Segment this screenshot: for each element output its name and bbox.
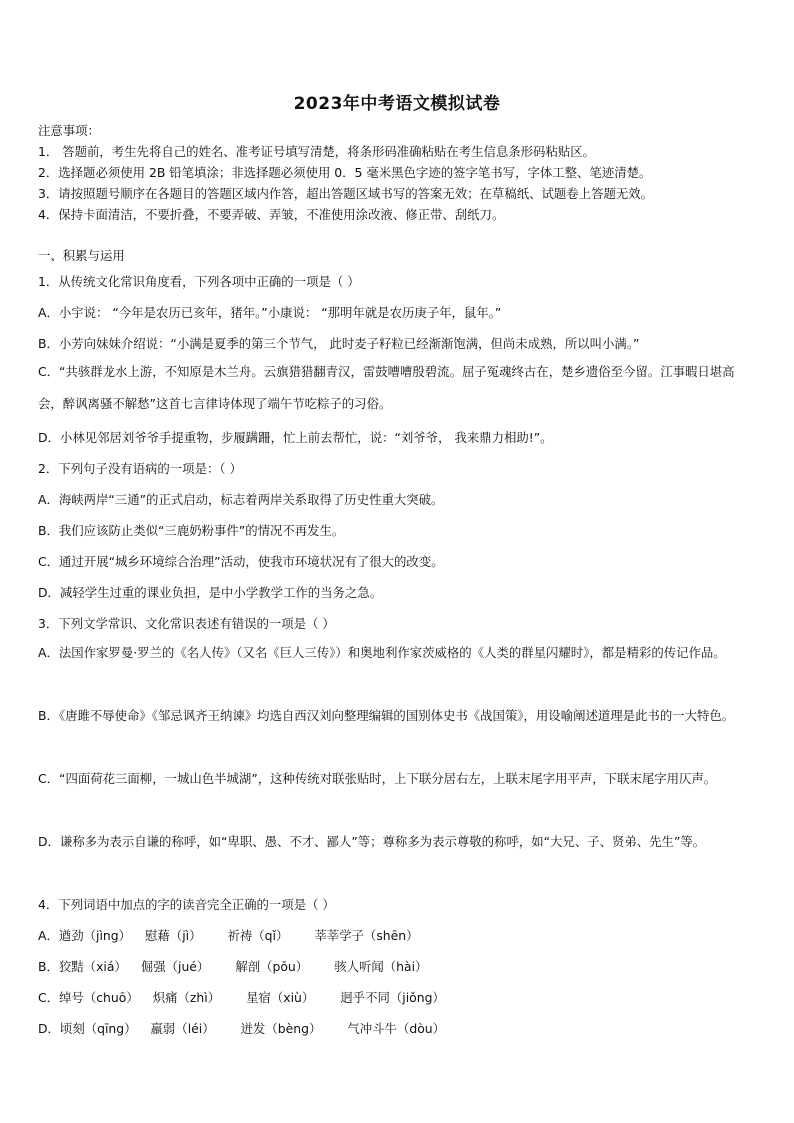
q4-option-b <box>38 959 453 975</box>
page-title: 2023年中考语文模拟试卷 <box>293 94 501 114</box>
q2-option-c: C．通过开展“城乡环境综合治理”活动，使我市环境状况有了很大的改变。 <box>38 554 444 569</box>
q2-stem: 2．下列句子没有语病的一项是：（ ） <box>38 461 242 476</box>
q1-stem: 1．从传统文化常识角度看，下列各项中正确的一项是（ ） <box>38 274 360 289</box>
q4-d-word-1: D．顷刻（qīng） <box>38 1021 137 1036</box>
q4-option-c <box>38 990 471 1006</box>
q2-option-a: A．海峡两岸“三通”的正式启动，标志着两岸关系取得了历史性重大突破。 <box>38 492 444 507</box>
q4-c-word-4: 迥乎不同（jiǒng） <box>340 990 445 1005</box>
q1-option-c: C．“共骇群龙水上游，不知原是木兰舟。云旗猎猎翻青汉，雷鼓嘈嘈殷碧流。屈子冤魂终古在，楚乡遗俗至今留。江事暇日堪高会，醉讽离骚不解愁”这首七言律诗体现了端午节吃粽子的习俗。 <box>38 364 735 411</box>
q4-d-word-3: 迸发（bèng） <box>240 1021 322 1036</box>
notice-item-1: 1． 答题前，考生先将自己的姓名、准考证号填写清楚，将条形码准确粘贴在考生信息条形码粘贴区。 <box>38 144 596 159</box>
q1-option-a: A．小宇说： “今年是农历已亥年，猪年。”小康说： “那明年就是农历庚子年，鼠年。” <box>38 305 502 320</box>
q3-option-d: D．谦称多为表示自谦的称呼，如“卑职、愚、不才、鄙人”等；尊称多为表示尊敬的称呼，如“大兄、子、贤弟、先生”等。 <box>38 834 706 849</box>
q4-b-word-2: 倔强（jué） <box>140 959 210 974</box>
q4-b-word-3: 解剖（pōu） <box>235 959 309 974</box>
q1-option-d: D．小林见邻居刘爷爷手提重物，步履蹒跚，忙上前去帮忙，说：“刘爷爷， 我来鼎力相助!”。 <box>38 430 553 445</box>
notice-item-3: 3．请按照题号顺序在各题目的答题区域内作答，超出答题区域书写的答案无效；在草稿纸、试题卷上答题无效。 <box>38 186 654 201</box>
q3-option-c: C．“四面荷花三面柳，一城山色半城湖”，这种传统对联张贴时，上下联分居右左，上联末尾字用平声，下联末尾字用仄声。 <box>38 771 717 786</box>
q4-a-word-2: 慰藉（jì） <box>145 928 202 943</box>
q4-a-word-3: 祈祷（qǐ） <box>227 928 289 943</box>
notice-item-4: 4．保持卡面清洁，不要折叠，不要弄破、弄皱，不准使用涂改液、修正带、刮纸刀。 <box>38 207 505 222</box>
q4-d-word-4: 气冲斗牛（dòu） <box>347 1021 446 1036</box>
section-heading: 一、积累与运用 <box>38 248 125 263</box>
q4-stem: 4．下列词语中加点的字的读音完全正确的一项是（ ） <box>38 897 335 912</box>
q4-b-word-1: B．狡黠（xiá） <box>38 959 127 974</box>
q4-c-word-2: 炽痛（zhì） <box>152 990 221 1005</box>
q4-b-word-4: 骇人听闻（hài） <box>334 959 428 974</box>
q4-c-word-3: 星宿（xiù） <box>246 990 315 1005</box>
q3-stem: 3．下列文学常识、文化常识表述有错误的一项是（ ） <box>38 616 335 631</box>
q1-option-b: B．小芳向妹妹介绍说：“小满是夏季的第三个节气， 此时麦子籽粒已经渐渐饱满，但尚未成熟，所以叫小满。” <box>38 336 640 351</box>
q2-option-b: B．我们应该防止类似“三鹿奶粉事件”的情况不再发生。 <box>38 523 345 538</box>
q4-a-word-4: 莘莘学子（shēn） <box>314 928 419 943</box>
q4-c-word-1: C．绰号（chuō） <box>38 990 139 1005</box>
q3-option-b: B．《唐雎不辱使命》《邹忌讽齐王纳谏》均选自西汉刘向整理编辑的国别体史书《战国策》，用设喻阐述道理是此书的一大特色。 <box>38 708 735 723</box>
q4-option-d <box>38 1021 471 1037</box>
notice-heading: 注意事项： <box>38 123 100 138</box>
q4-d-word-2: 羸弱（léi） <box>150 1021 215 1036</box>
q3-option-a: A．法国作家罗曼·罗兰的《名人传》（又名《巨人三传》）和奥地利作家茨威格的《人类的群星闪耀时》，都是精彩的传记作品。 <box>38 645 726 660</box>
q4-option-a <box>38 928 445 944</box>
q4-a-word-1: A．遒劲（jìng） <box>38 928 132 943</box>
q2-option-d: D．减轻学生过重的课业负担，是中小学教学工作的当务之急。 <box>38 585 383 600</box>
notice-item-2: 2．选择题必须使用 2B 铅笔填涂；非选择题必须使用 0．5 毫米黑色字迹的签字笔书写，字体工整、笔迹清楚。 <box>38 165 652 180</box>
